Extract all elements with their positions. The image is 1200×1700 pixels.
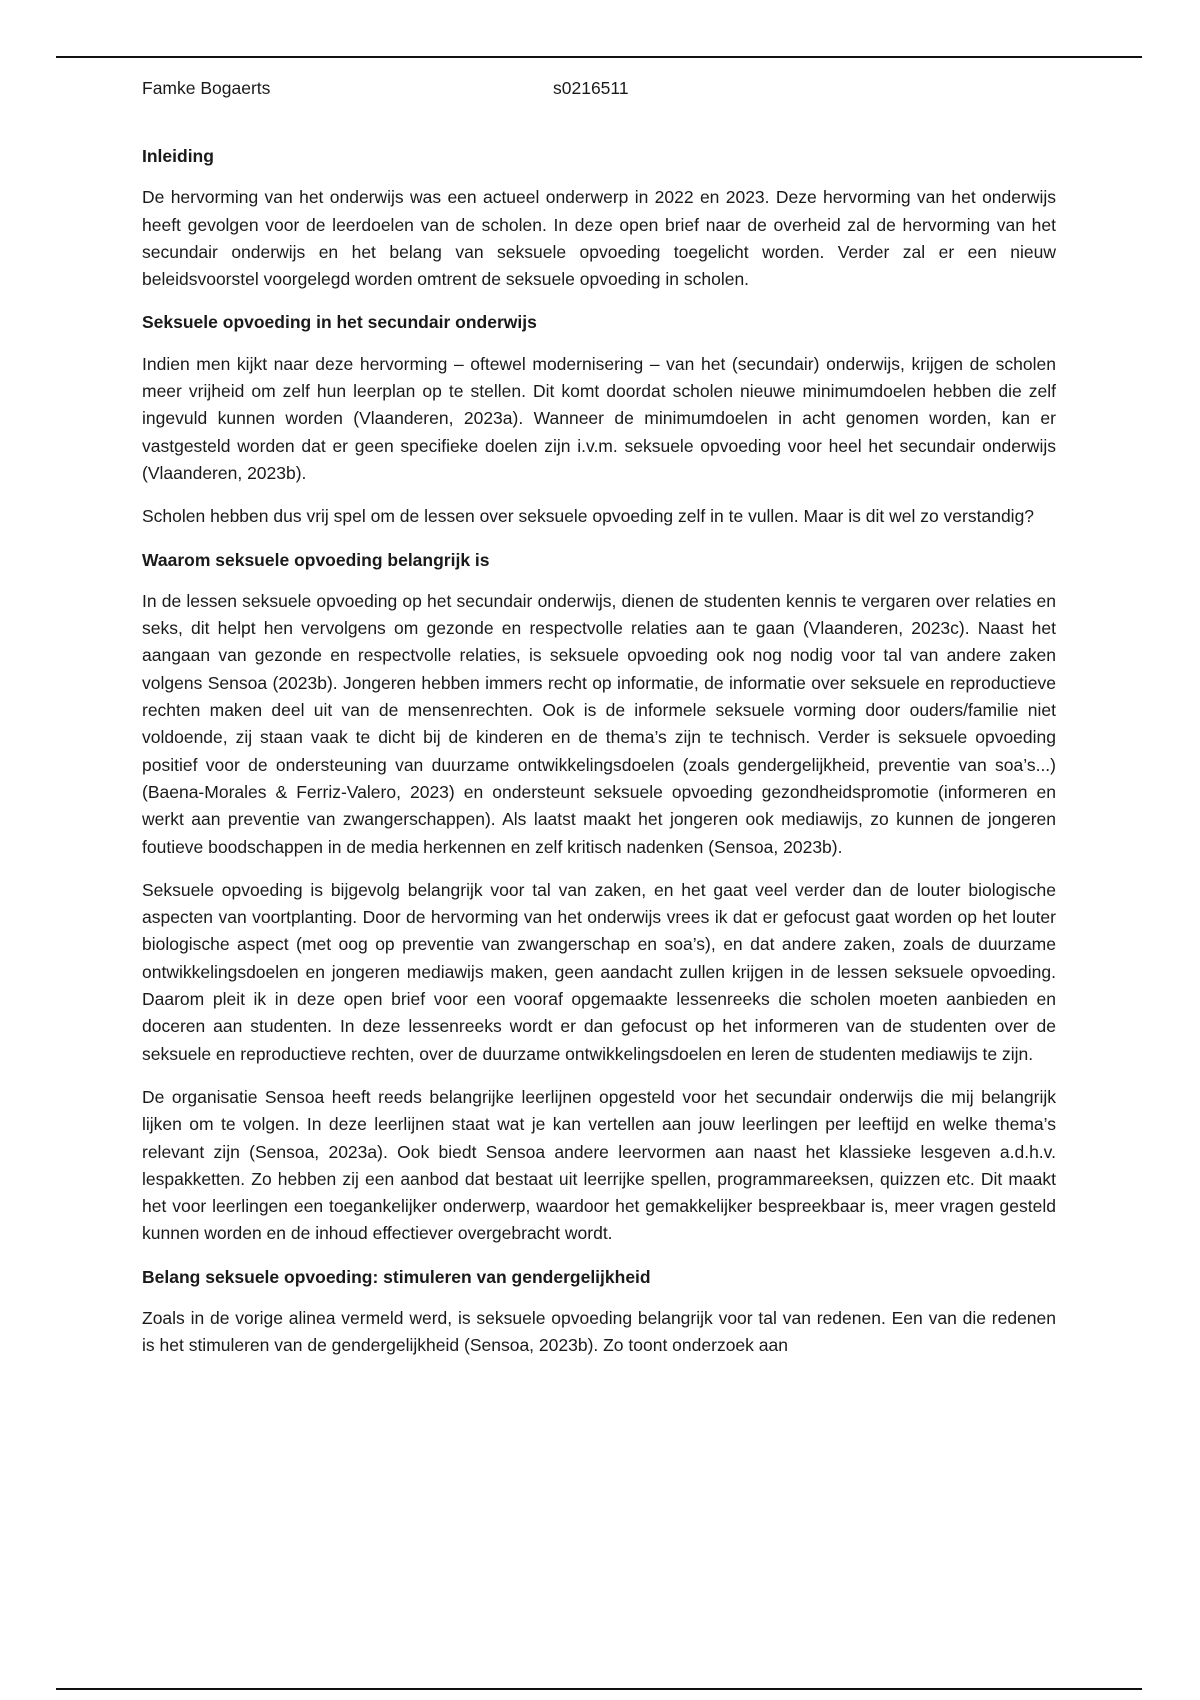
paragraph: Indien men kijkt naar deze hervorming – oftewel modernisering – van het (secundair) onderwijs, krijgen de scholen meer vrijheid om zelf hun leerplan op te stellen. Dit komt doordat scholen nieuwe minimumdoelen hebben die zelf ingevuld kunnen worden (Vlaanderen, 2023a). Wanneer de minimumdoelen in acht genomen worden, kan er vastgesteld worden dat er geen specifieke doelen zijn i.v.m. seksuele opvoeding voor heel het secundair onderwijs (Vlaanderen, 2023b). xyxy=(142,353,1056,483)
section-heading-gendergelijkheid: Belang seksuele opvoeding: stimuleren van gendergelijkheid xyxy=(142,1266,651,1287)
paragraph: Zoals in de vorige alinea vermeld werd, is seksuele opvoeding belangrijk voor tal van redenen. Een van die redenen is het stimuleren van de gendergelijkheid (Sensoa, 2023b). Zo toont onderzoek aan xyxy=(142,1307,1056,1356)
section-heading-waarom-belangrijk: Waarom seksuele opvoeding belangrijk is xyxy=(142,549,490,570)
header-rule xyxy=(56,56,1142,58)
section-heading-inleiding: Inleiding xyxy=(142,146,214,166)
footer-rule xyxy=(56,1688,1142,1690)
paragraph: Scholen hebben dus vrij spel om de lessen over seksuele opvoeding zelf in te vullen. Maar is dit wel zo verstandig? xyxy=(142,506,1035,527)
paragraph: De hervorming van het onderwijs was een actueel onderwerp in 2022 en 2023. Deze hervorming van het onderwijs heeft gevolgen voor de leerdoelen van de scholen. In deze open brief naar de overheid zal de hervorming van het secundair onderwijs en het belang van seksuele opvoeding toegelicht worden. Verder zal er een nieuw beleidsvoorstel voorgelegd worden omtrent de seksuele opvoeding in scholen. xyxy=(142,187,1056,290)
paragraph: In de lessen seksuele opvoeding op het secundair onderwijs, dienen de studenten kennis te vergaren over relaties en seks, dit helpt hen vervolgens om gezonde en respectvolle relaties aan te gaan (Vlaanderen, 2023c). Naast het aangaan van gezonde en respectvolle relaties, is seksuele opvoeding ook nog nodig voor tal van andere zaken volgens Sensoa (2023b). Jongeren hebben immers recht op informatie, de informatie over seksuele en reproductieve rechten maken deel uit van de mensenrechten. Ook is de informele seksuele vorming door ouders/familie niet voldoende, zij staan vaak te dicht bij de kinderen en de thema’s zijn te technisch. Verder is seksuele opvoeding positief voor de ondersteuning van duurzame ontwikkelingsdoelen (zoals gendergelijkheid, preventie van soa’s...) (Baena-Morales & Ferriz-Valero, 2023) en ondersteunt seksuele opvoeding gezondheidspromotie (informeren en werkt aan preventie van zwangerschappen). Als laatst maakt het jongeren ook mediawijs, zo kunnen de jongeren foutieve boodschappen in de media herkennen en zelf kritisch nadenken (Sensoa, 2023b). xyxy=(142,590,1056,857)
page-header xyxy=(142,76,1056,100)
section-heading-secundair-onderwijs: Seksuele opvoeding in het secundair onderwijs xyxy=(142,312,537,333)
paragraph: De organisatie Sensoa heeft reeds belangrijke leerlijnen opgesteld voor het secundair onderwijs die mij belangrijk lijken om te volgen. In deze leerlijnen staat wat je kan vertellen aan jouw leerlingen per leeftijd en welke thema’s relevant zijn (Sensoa, 2023a). Ook biedt Sensoa andere leervormen aan naast het klassieke lesgeven a.d.h.v. lespakketten. Zo hebben zij een aanbod dat bestaat uit leerrijke spellen, programmareeksen, quizzen etc. Dit maakt het voor leerlingen een toegankelijker onderwerp, waardoor het gemakkelijker bespreekbaar is, meer vragen gesteld kunnen worden en de inhoud effectiever overgebracht wordt. xyxy=(142,1086,1056,1244)
author-name: Famke Bogaerts xyxy=(142,78,271,98)
paragraph: Seksuele opvoeding is bijgevolg belangrijk voor tal van zaken, en het gaat veel verder dan de louter biologische aspecten van voortplanting. Door de hervorming van het onderwijs vrees ik dat er gefocust gaat worden op het louter biologische aspect (met oog op preventie van zwangerschap en soa’s), en dat andere zaken, zoals de duurzame ontwikkelingsdoelen en jongeren mediawijs maken, geen aandacht zullen krijgen in de lessen seksuele opvoeding. Daarom pleit ik in deze open brief voor een vooraf opgemaakte lessenreeks die scholen moeten aanbieden en doceren aan studenten. In deze lessenreeks wordt er dan gefocust op het informeren van de studenten over de seksuele en reproductieve rechten, over de duurzame ontwikkelingsdoelen en leren de studenten mediawijs te zijn. xyxy=(142,879,1056,1064)
student-id: s0216511 xyxy=(553,78,629,98)
document-body xyxy=(142,143,1056,1376)
